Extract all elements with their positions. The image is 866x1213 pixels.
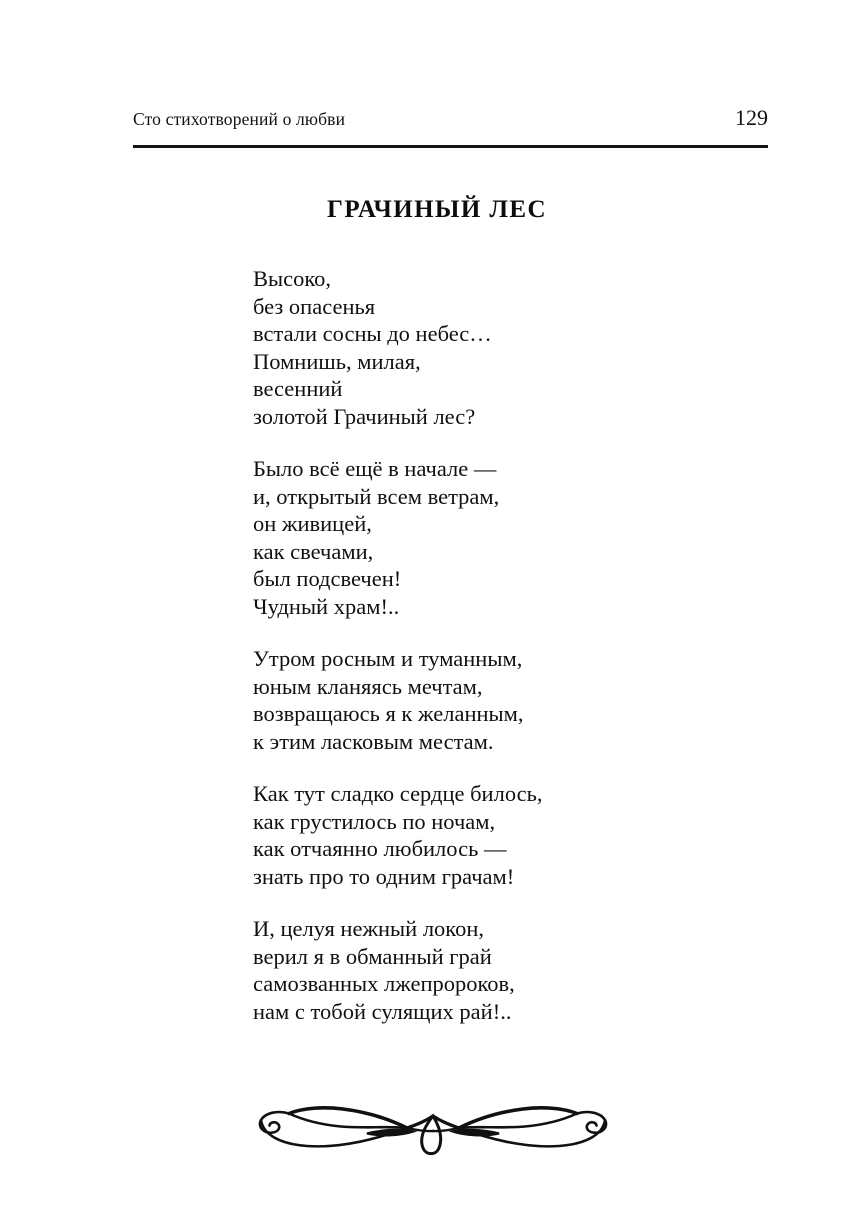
verse-line: Как тут сладко сердце билось, <box>253 781 543 806</box>
section-ornament <box>0 1086 866 1158</box>
verse-line: был подсвечен! <box>253 566 402 591</box>
verse-line: Утром росным и туманным, <box>253 646 523 671</box>
running-head <box>133 107 768 130</box>
verse-line: как свечами, <box>253 538 374 564</box>
poem <box>0 196 866 1025</box>
verse-line: как грустилось по ночам, <box>253 808 496 834</box>
page-number: 129 <box>735 105 768 130</box>
verse-line: золотой Грачиный лес? <box>253 403 476 429</box>
header-divider-rule <box>133 145 768 148</box>
verse-line: без опасенья <box>253 293 376 319</box>
verse-line: юным кланяясь мечтам, <box>253 673 483 699</box>
verse-line: весенний <box>253 376 343 401</box>
verse-line: как отчаянно любилось — <box>253 836 507 861</box>
verse-line: самозванных лжепророков, <box>253 971 515 996</box>
verse-line: знать про то одним грачам! <box>253 863 515 889</box>
verse-line: возвращаюсь я к желанным, <box>253 701 524 726</box>
verse-line: Высоко, <box>253 266 332 291</box>
stanza <box>253 780 866 890</box>
flourish-ornament-icon <box>247 1086 619 1158</box>
verse-line: и, открытый всем ветрам, <box>253 483 500 509</box>
poem-stanzas <box>0 265 866 1025</box>
running-head-title: Сто стихотворений о любви <box>133 109 346 129</box>
stanza <box>253 265 866 430</box>
verse-line: он живицей, <box>253 511 372 536</box>
verse-line: нам с тобой сулящих рай!.. <box>253 998 512 1024</box>
stanza <box>253 455 866 620</box>
verse-line: И, целуя нежный локон, <box>253 916 484 941</box>
verse-line: встали сосны до небес… <box>253 321 492 346</box>
poem-title: ГРАЧИНЫЙ ЛЕС <box>327 196 547 223</box>
stanza <box>253 915 866 1025</box>
verse-line: Помнишь, милая, <box>253 348 421 374</box>
verse-line: Было всё ещё в начале — <box>253 456 497 481</box>
verse-line: к этим ласковым местам. <box>253 728 494 754</box>
verse-line: Чудный храм!.. <box>253 593 400 619</box>
verse-line: верил я в обманный грай <box>253 943 492 969</box>
stanza <box>253 645 866 755</box>
